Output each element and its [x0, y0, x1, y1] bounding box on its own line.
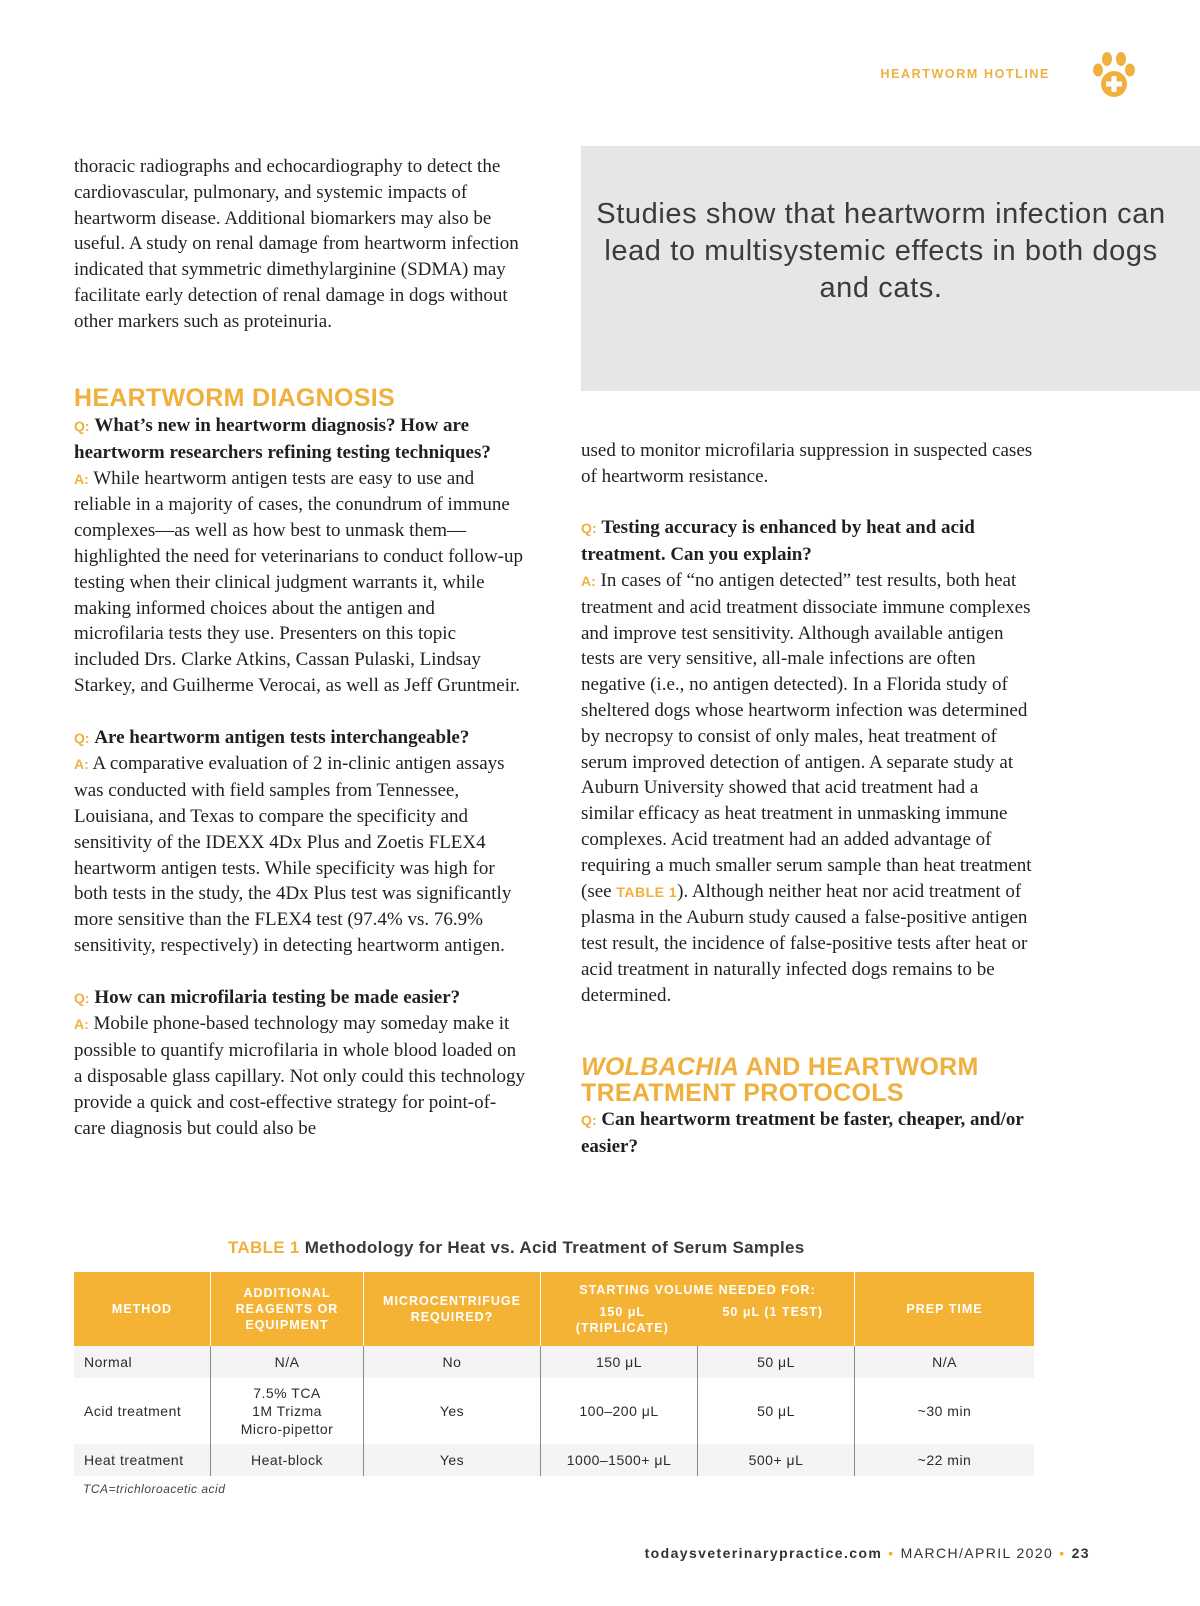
page-number: 23	[1071, 1545, 1090, 1561]
right-column	[581, 438, 1033, 1160]
data-table	[74, 1272, 1034, 1476]
question-3: How can microfilaria testing be made easier?	[94, 986, 461, 1008]
header-method: METHOD	[74, 1272, 211, 1346]
running-header: HEARTWORM HOTLINE	[880, 67, 1050, 81]
reagent-item: Micro-pipettor	[240, 1421, 334, 1437]
q-label: Q:	[74, 729, 90, 746]
a-label: A:	[74, 470, 89, 487]
table-caption	[228, 1238, 805, 1258]
footer-site[interactable]: todaysveterinarypractice.com	[644, 1545, 883, 1561]
cell-reagents: N/A	[211, 1346, 364, 1378]
answer-3: Mobile phone-based technology may someday make it possible to quantify microfilaria in whole blood loaded on a disposable glass capillary. Not only could this technology provide a quick and cost-effective strategy for point-of-care diagnosis but could also be	[74, 1013, 525, 1139]
question-5: Can heartworm treatment be faster, cheaper, and/or easier?	[581, 1109, 1024, 1158]
footer-issue: MARCH/APRIL 2020	[900, 1545, 1054, 1561]
continuation-paragraph: used to monitor microfilaria suppression in suspected cases of heartworm resistance.	[581, 440, 1033, 487]
heading-italic-word: WOLBACHIA	[581, 1053, 740, 1082]
page-footer	[645, 1545, 1090, 1561]
separator-dot: ▪	[888, 1545, 895, 1561]
table-title: Methodology for Heat vs. Acid Treatment of Serum Samples	[304, 1238, 805, 1257]
q-label: Q:	[74, 418, 90, 434]
table-row	[74, 1378, 1034, 1444]
a-label: A:	[581, 572, 596, 589]
paw-icon	[1089, 50, 1139, 100]
header-prep: PREP TIME	[855, 1272, 1035, 1346]
intro-paragraph: thoracic radiographs and echocardiography to detect the cardiovascular, pulmonary, and systemic impacts of heartworm disease. Additional biomarkers may also be useful. A study on renal damage from heartworm infection indicated that symmetric dimethylarginine (SDMA) may facilitate early detection of renal damage in dogs without other markers such as proteinuria.	[74, 156, 519, 332]
header-centrifuge: MICROCENTRIFUGE REQUIRED?	[364, 1272, 541, 1346]
cell-prep: ~22 min	[855, 1444, 1035, 1476]
cell-prep: ~30 min	[917, 1403, 972, 1419]
answer-2: A comparative evaluation of 2 in-clinic antigen assays was conducted with field samples from Tennessee, Louisiana, and Texas to compare the specificity and sensitivity of the IDEXX 4Dx Plus and Zoetis FLEX4 heartworm antigen tests. While specificity was high for both tests in the study, the 4Dx Plus test was significantly more sensitive than the FLEX4 test (97.4% vs. 76.9% sensitivity, respectively) in detecting heartworm antigen.	[74, 753, 512, 956]
table-1-reference[interactable]: TABLE 1	[616, 883, 678, 900]
table-header-row	[74, 1272, 1034, 1346]
cell-vol-a: 100–200 μL	[541, 1378, 698, 1444]
a-label: A:	[74, 1016, 89, 1033]
cell-method: Acid treatment	[74, 1378, 211, 1444]
reagent-item: 7.5% TCA	[253, 1385, 321, 1401]
left-column-diagnosis	[74, 385, 526, 1141]
table-row	[74, 1444, 1034, 1476]
header-volume-title: STARTING VOLUME NEEDED FOR:	[579, 1283, 816, 1297]
cell-centrifuge: No	[364, 1346, 541, 1378]
cell-vol-b: 500+ μL	[698, 1444, 855, 1476]
question-1: What’s new in heartworm diagnosis? How are heartworm researchers refining testing techniques?	[74, 415, 491, 463]
answer-4-part2: ). Although neither heat nor acid treatment of plasma in the Auburn study caused a false-positive antigen test result, the incidence of false-positive tests after heat or acid treatment in naturally infected dogs remains to be determined.	[581, 880, 1028, 1006]
q-label: Q:	[581, 520, 597, 537]
q-label: Q:	[581, 1112, 597, 1129]
pull-quote-text: Studies show that heartworm infection can lead to multisystemic effects in both dogs and cats.	[596, 198, 1166, 304]
pull-quote-box	[581, 146, 1200, 391]
cell-reagents	[211, 1378, 364, 1444]
cell-method: Normal	[74, 1346, 211, 1378]
cell-prep: N/A	[855, 1346, 1035, 1378]
question-2: Are heartworm antigen tests interchangeable?	[94, 726, 470, 748]
question-4: Testing accuracy is enhanced by heat and acid treatment. Can you explain?	[581, 517, 975, 566]
header-volume	[541, 1272, 855, 1346]
cell-vol-b: 50 μL	[698, 1378, 855, 1444]
reagent-item: 1M Trizma	[252, 1403, 322, 1419]
section-heading-diagnosis: HEARTWORM DIAGNOSIS	[74, 384, 395, 412]
table-label: TABLE 1	[228, 1238, 300, 1257]
header-vol-b: 50 μL (1 TEST)	[722, 1305, 824, 1319]
left-column	[74, 154, 526, 335]
heading-rest: AND HEARTWORM	[739, 1053, 979, 1082]
cell-method: Heat treatment	[74, 1444, 211, 1476]
header-reagents: ADDITIONAL REAGENTS OR EQUIPMENT	[211, 1272, 364, 1346]
cell-centrifuge: Yes	[364, 1378, 541, 1444]
a-label: A:	[74, 756, 89, 773]
cell-reagents: Heat-block	[211, 1444, 364, 1476]
cell-vol-a: 150 μL	[541, 1346, 698, 1378]
table-row	[74, 1346, 1034, 1378]
cell-vol-a: 1000–1500+ μL	[541, 1444, 698, 1476]
table-footnote: TCA=trichloroacetic acid	[83, 1482, 226, 1496]
answer-1: While heartworm antigen tests are easy to use and reliable in a majority of cases, the conundrum of immune complexes—as well as how best to unmask them—highlighted the need for veterinarians to conduct follow-up testing when their clinical judgment warrants it, while making informed choices about the antigen and microfilaria tests they use. Presenters on this topic included Drs. Clarke Atkins, Cassan Pulaski, Lindsay Starkey, and Guilherme Verocai, as well as Jeff Gruntmeir.	[74, 467, 524, 696]
heading-line2: TREATMENT PROTOCOLS	[581, 1079, 904, 1108]
section-heading-wolbachia	[581, 1054, 1033, 1106]
cell-centrifuge: Yes	[364, 1444, 541, 1476]
q-label: Q:	[74, 989, 90, 1006]
header-vol-a: 150 μL (TRIPLICATE)	[575, 1305, 669, 1335]
separator-dot: ▪	[1059, 1545, 1066, 1561]
cell-vol-b: 50 μL	[698, 1346, 855, 1378]
answer-4-part1: In cases of “no antigen detected” test results, both heat treatment and acid treatment dissociate immune complexes and improve test sensitivity. Although available antigen tests are very sensitive, all-male infections are often negative (i.e., no antigen detected). In a Florida study of sheltered dogs whose heartworm infection was determined by necropsy to consist of only males, heat treatment of serum improved detection of antigen. A separate study at Auburn University showed that acid treatment had a similar efficacy as heat treatment in unmasking immune complexes. Acid treatment had an added advantage of requiring a much smaller serum sample than heat treatment (see	[581, 569, 1032, 902]
